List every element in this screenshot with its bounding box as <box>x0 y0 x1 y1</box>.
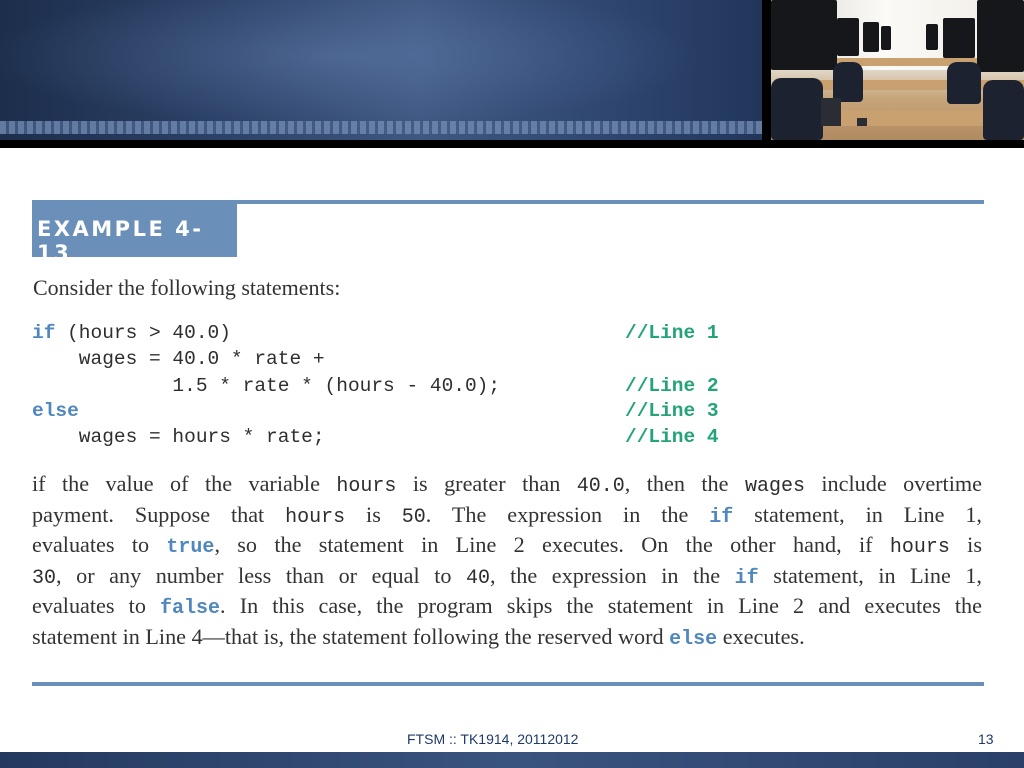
code-line: if (hours > 40.0) <box>32 322 231 344</box>
code-comment: //Line 1 <box>625 322 719 344</box>
code-line: else <box>32 400 79 422</box>
paragraph-line: statement in Line 4—that is, the statement following the reserved word else executes. <box>32 623 805 651</box>
code-comment: //Line 3 <box>625 400 719 422</box>
code-line: wages = hours * rate; <box>32 426 325 448</box>
bottom-rule <box>32 682 984 686</box>
code-comment: //Line 2 <box>625 375 719 397</box>
footer-text: FTSM :: TK1914, 20112012 <box>407 731 579 747</box>
banner-gradient <box>0 0 762 140</box>
explanation-paragraph <box>32 469 982 652</box>
paragraph-line: if the value of the variable hours is greater than 40.0, then the wages include overtime <box>32 471 982 498</box>
code-block <box>32 322 792 462</box>
paragraph-line: evaluates to false. In this case, the program skips the statement in Line 2 and executes the <box>32 593 982 620</box>
header-banner <box>0 0 1024 148</box>
example-badge: EXAMPLE 4-13 <box>32 200 237 257</box>
banner-stripe <box>0 121 762 134</box>
computer-lab-photo <box>771 0 1024 140</box>
paragraph-line: payment. Suppose that hours is 50. The expression in the if statement, in Line 1, <box>32 501 982 529</box>
paragraph-line: evaluates to true, so the statement in Line 2 executes. On the other hand, if hours is <box>32 532 982 559</box>
intro-text: Consider the following statements: <box>33 275 341 300</box>
code-comment: //Line 4 <box>625 426 719 448</box>
footer-bar <box>0 752 1024 768</box>
page-number: 13 <box>978 731 994 747</box>
code-line: wages = 40.0 * rate + <box>32 348 325 370</box>
paragraph-line: 30, or any number less than or equal to 40, the expression in the if statement, in Line 1, <box>32 562 982 590</box>
code-line: 1.5 * rate * (hours - 40.0); <box>32 375 501 397</box>
